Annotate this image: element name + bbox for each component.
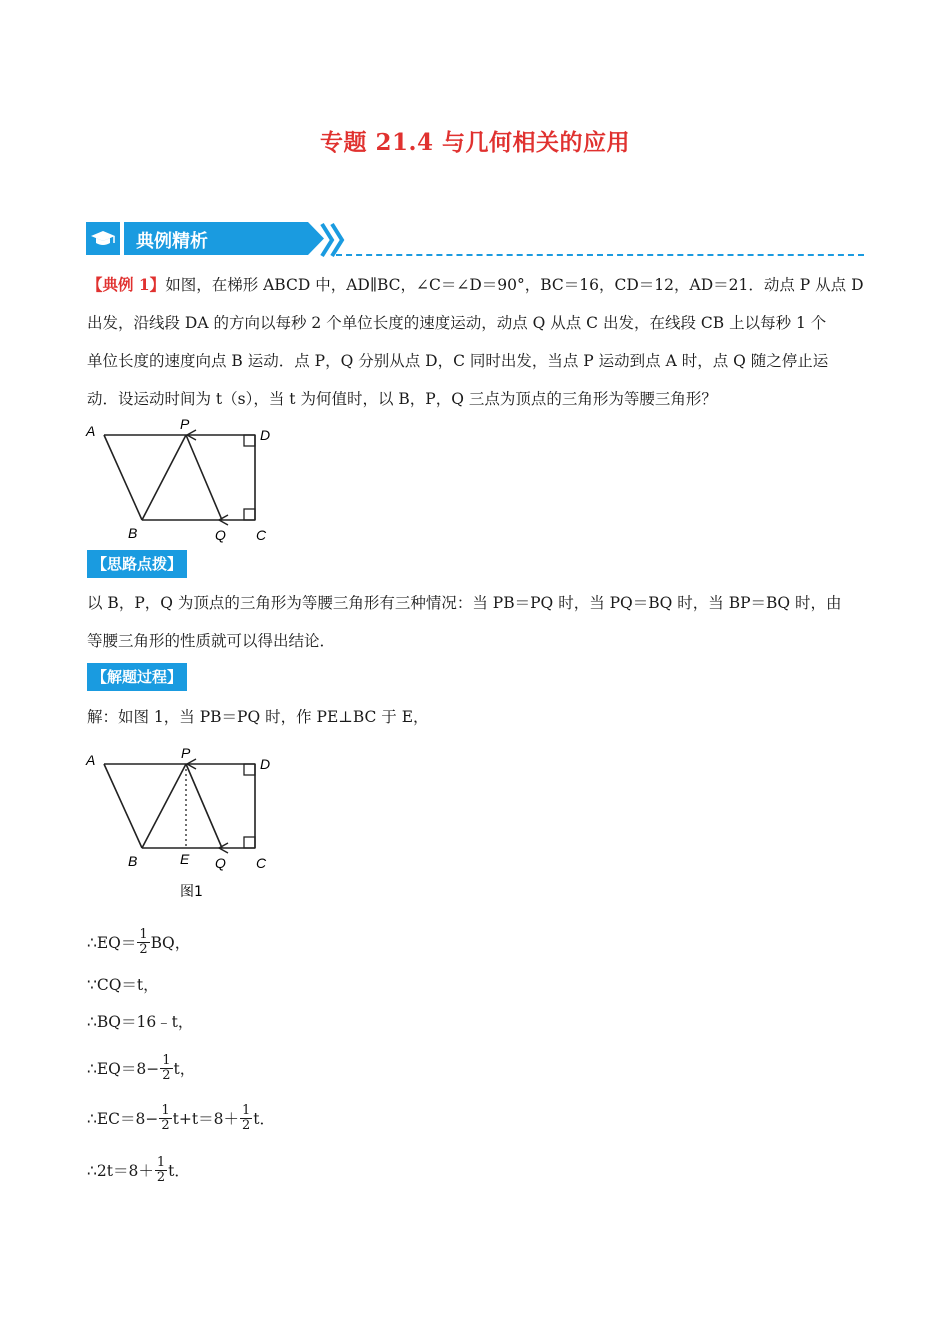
label-p: P [180, 418, 190, 432]
example-tag: 【典例 1】 [87, 275, 166, 294]
step-1: ∴EQ＝ $\frac{1}{2}$ BQ， [87, 926, 191, 957]
hint-tag: 【思路点拨】 [87, 550, 187, 578]
label-p: P [181, 745, 191, 761]
step-5: ∴EC＝8− $\frac{1}{2}$ t+t＝8＋ $\frac{1}{2}$ t． [87, 1102, 275, 1133]
example-line-4: 动．设运动时间为 t（s），当 t 为何值时，以 B，P，Q 三点为顶点的三角形为等腰三角形？ [87, 390, 717, 408]
step-3: ∴BQ＝16﹣t， [87, 1013, 194, 1031]
trapezoid-figure [80, 418, 290, 548]
figure-caption: 图1 [180, 884, 203, 900]
chevron-right-icon [318, 222, 346, 258]
example-line-2: 出发，沿线段 DA 的方向以每秒 2 个单位长度的速度运动，动点 Q 从点 C 出发，在线段 CB 上以每秒 1 个 [87, 314, 827, 332]
example-line-1: 【典例 1】如图，在梯形 ABCD 中，AD∥BC，∠C＝∠D＝90°，BC＝16，CD＝12，AD＝21．动点 P 从点 D [87, 275, 864, 294]
label-b: B [128, 853, 138, 869]
example-problem [87, 266, 867, 418]
label-b: B [128, 525, 138, 541]
example-line-3: 单位长度的速度向点 B 运动．点 P，Q 分别从点 D，C 同时出发，当点 P 运动到点 A 时，点 Q 随之停止运 [87, 352, 829, 370]
hint-line-1: 以 B，P，Q 为顶点的三角形为等腰三角形有三种情况：当 PB＝PQ 时，当 PQ＝BQ 时，当 BP＝BQ 时，由 [87, 594, 842, 612]
label-d: D [260, 427, 271, 443]
section-header [86, 222, 866, 258]
page-title: 专题 21.4 与几何相关的应用 [319, 129, 631, 156]
label-c: C [256, 527, 267, 543]
step-4: ∴EQ＝8− $\frac{1}{2}$ t， [87, 1052, 196, 1083]
label-q: Q [215, 855, 226, 871]
step-2: ∵CQ＝t， [87, 976, 159, 994]
solution-tag: 【解题过程】 [87, 663, 187, 691]
label-a: A [86, 423, 96, 439]
label-d: D [260, 756, 271, 772]
label-a: A [86, 752, 96, 768]
solution-intro: 解：如图 1，当 PB＝PQ 时，作 PE⊥BC 于 E， [87, 708, 429, 726]
label-q: Q [215, 527, 226, 543]
label-e: E [180, 851, 190, 867]
label-c: C [256, 855, 267, 871]
graduation-cap-icon [86, 222, 120, 255]
step-6: ∴2t＝8＋ $\frac{1}{2}$ t． [87, 1154, 190, 1185]
section-label: 典例精析 [136, 231, 208, 252]
section-divider [336, 254, 864, 256]
hint-line-2: 等腰三角形的性质就可以得出结论． [87, 632, 336, 650]
hint-text [87, 584, 867, 660]
figure-1 [80, 744, 290, 904]
